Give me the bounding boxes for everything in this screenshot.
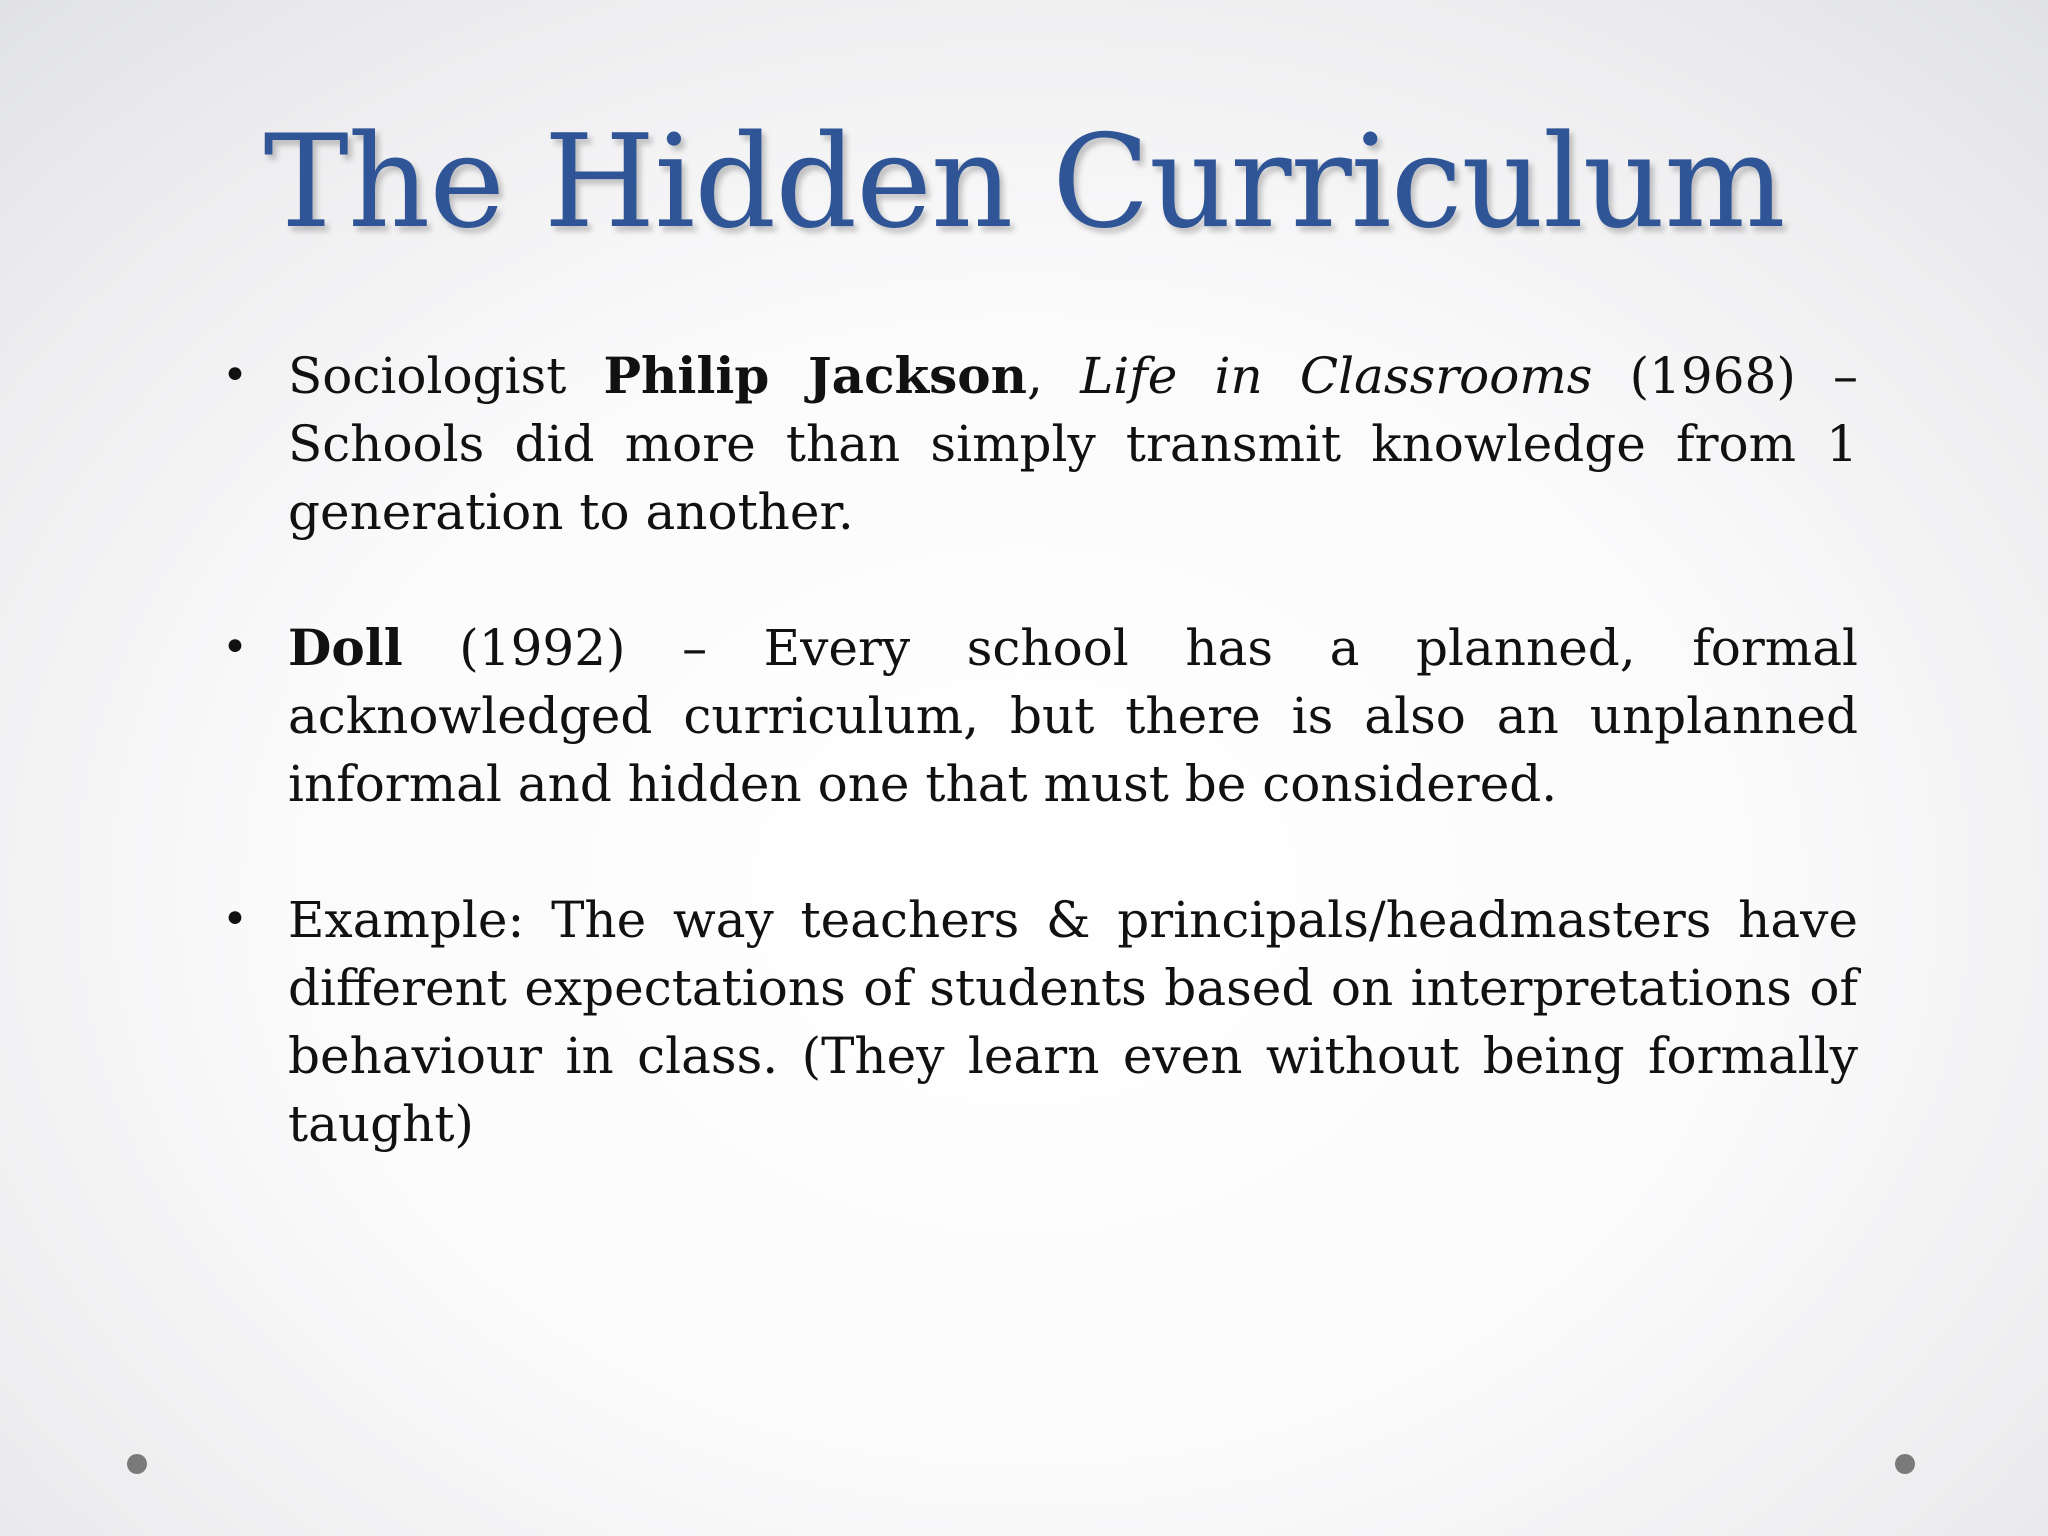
bullet-text-segment: (1968) – Schools did more than simply transmit knowledge from 1 generation to another. bbox=[288, 347, 1859, 541]
bullet-marker: • bbox=[222, 350, 248, 401]
bullet-text-segment: Example: The way teachers & principals/headmasters have different expectations of students based on interpretations of behaviour in class. (They learn even without being formally taught) bbox=[288, 891, 1858, 1153]
bullet-text-segment: Sociologist bbox=[288, 347, 604, 405]
bullet-marker: • bbox=[222, 622, 248, 673]
dot-icon bbox=[1895, 1454, 1915, 1474]
bullet-item-example bbox=[218, 886, 1858, 1158]
author-name-doll: Doll bbox=[288, 618, 403, 677]
bullet-item-jackson bbox=[218, 342, 1858, 546]
bullet-marker: • bbox=[222, 894, 248, 945]
book-title: Life in Classrooms bbox=[1080, 347, 1593, 405]
bullet-text-segment: , bbox=[1027, 347, 1081, 405]
bullet-text-segment: (1992) – Every school has a planned, formal acknowledged curriculum, but there is also an unplanned informal and hidden one that must be considered. bbox=[288, 619, 1858, 813]
bullet-item-doll bbox=[218, 614, 1858, 818]
dot-icon bbox=[127, 1454, 147, 1474]
author-name-jackson: Philip Jackson bbox=[603, 346, 1028, 405]
bullet-list bbox=[218, 342, 1858, 1226]
slide-title: The Hidden Curriculum bbox=[263, 108, 1785, 257]
